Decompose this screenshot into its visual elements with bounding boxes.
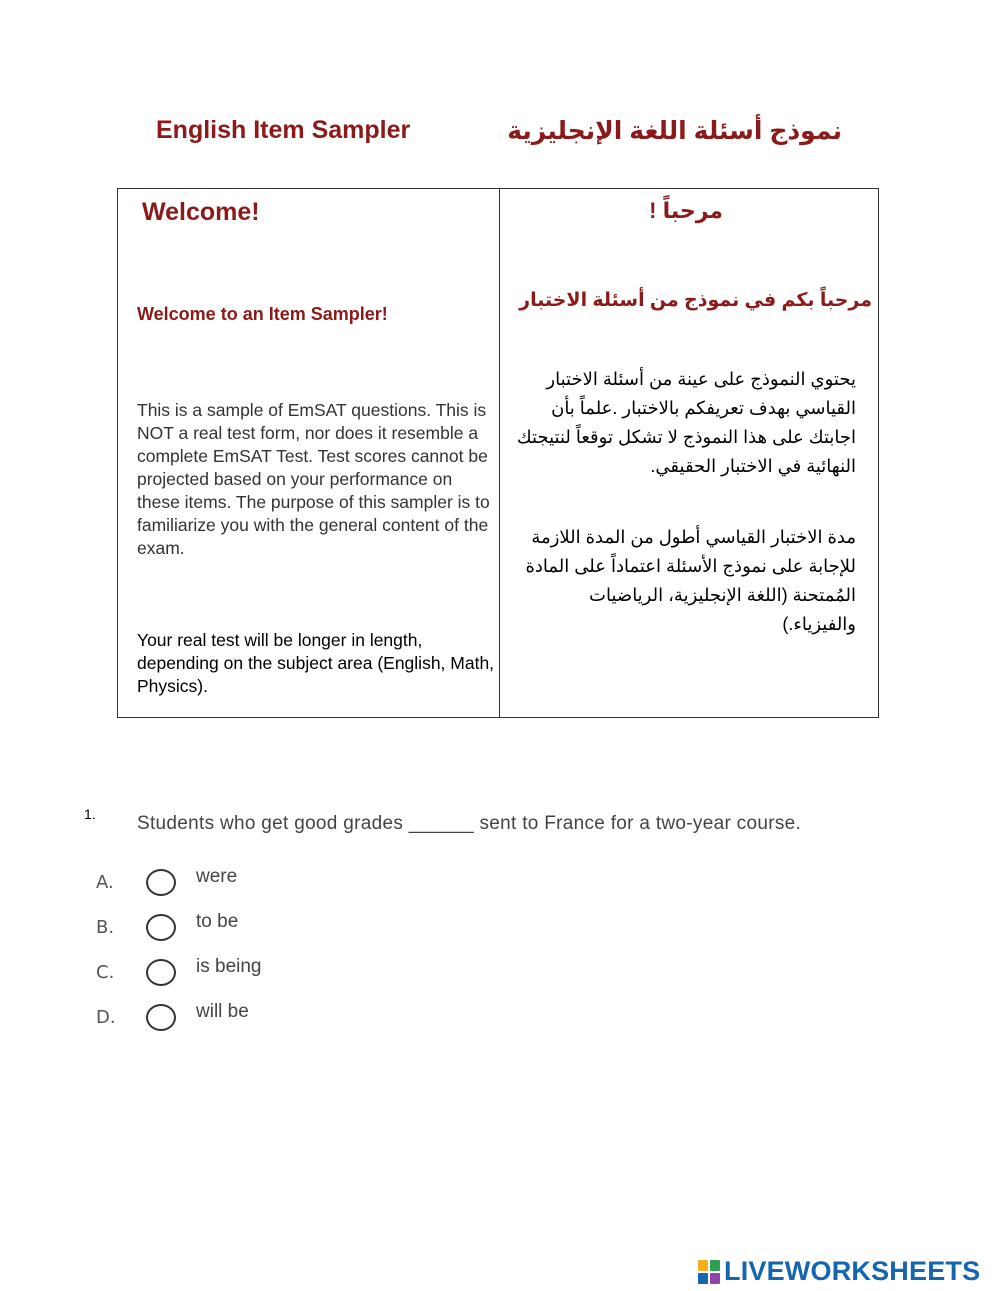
question-text: Students who get good grades ______ sent to France for a two-year course. <box>137 813 802 834</box>
answer-option-d[interactable] <box>96 999 249 1035</box>
logo-square-icon <box>698 1273 708 1284</box>
logo-square-icon <box>698 1260 708 1271</box>
liveworksheets-logo <box>698 1256 980 1287</box>
welcome-subheading-arabic: مرحباً بكم في نموذج من أسئلة الاختبار <box>519 290 872 311</box>
intro-paragraph-arabic-2: مدة الاختبار القياسي أطول من المدة اللازمة للإجابة على نموذج الأسئلة اعتماداً على المادة المُمتحنة (اللغة الإنجليزية، الرياضيات والفيزياء.) <box>525 527 856 634</box>
option-label: to be <box>196 911 239 932</box>
option-letter: C. <box>96 961 115 983</box>
welcome-table <box>117 188 879 718</box>
logo-square-icon <box>710 1273 720 1284</box>
option-letter: D. <box>96 1006 116 1028</box>
answer-option-a[interactable] <box>96 864 237 900</box>
option-label: is being <box>196 956 262 977</box>
welcome-heading-english: Welcome! <box>142 198 260 226</box>
answer-option-c[interactable] <box>96 954 262 990</box>
option-label: will be <box>196 1001 249 1022</box>
page-title-arabic: نموذج أسئلة اللغة الإنجليزية <box>507 117 842 145</box>
option-letter: B. <box>96 916 115 938</box>
option-label: were <box>196 866 238 887</box>
welcome-subheading-english: Welcome to an Item Sampler! <box>137 304 388 324</box>
question-number: 1. <box>84 806 96 822</box>
radio-button-d[interactable] <box>146 1004 176 1031</box>
intro-paragraph-arabic-1: يحتوي النموذج على عينة من أسئلة الاختبار القياسي بهدف تعريفكم بالاختبار .علماً بأن اجابتك على هذا النموذج لا تشكل توقعاً لنتيجتك النهائية في الاختبار الحقيقي. <box>516 369 856 476</box>
intro-paragraph-english-2: Your real test will be longer in length, depending on the subject area (English, Math, Physics). <box>137 630 495 696</box>
answer-option-b[interactable] <box>96 909 238 945</box>
logo-text: LIVEWORKSHEETS <box>724 1256 981 1286</box>
intro-paragraph-english-1: This is a sample of EmSAT questions. This is NOT a real test form, nor does it resemble a complete EmSAT Test. Test scores cannot be projected based on your performance on these items. The purpose of this sampler is to familiarize you with the general content of the exam. <box>137 400 490 558</box>
logo-grid-icon <box>698 1260 720 1284</box>
page-title-english: English Item Sampler <box>156 116 411 144</box>
radio-button-c[interactable] <box>146 959 176 986</box>
welcome-column-arabic <box>500 189 878 717</box>
radio-button-a[interactable] <box>146 869 176 896</box>
logo-square-icon <box>710 1260 720 1271</box>
welcome-heading-arabic: مرحباً ! <box>649 198 723 223</box>
radio-button-b[interactable] <box>146 914 176 941</box>
option-letter: A. <box>96 871 114 893</box>
welcome-column-english <box>118 189 500 717</box>
